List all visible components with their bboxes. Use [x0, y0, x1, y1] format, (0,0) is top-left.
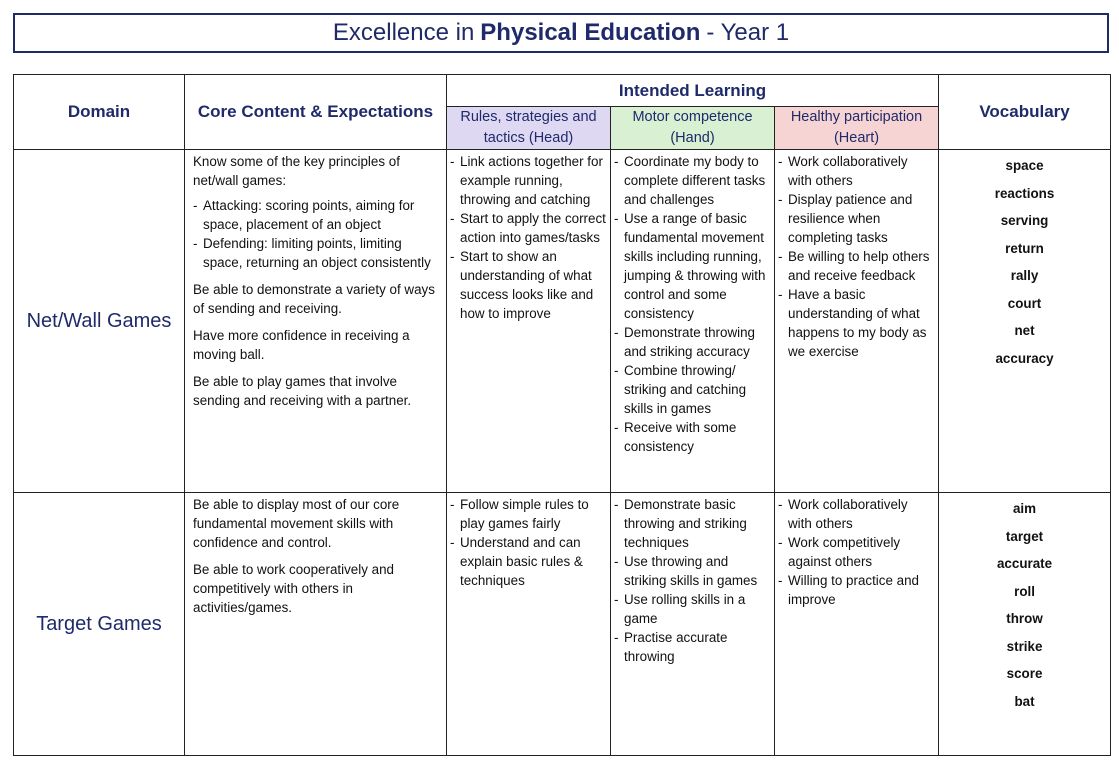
core-content-target: [185, 493, 447, 756]
core-bullets: [193, 196, 440, 272]
core-para: Have more confidence in receiving a moving ball.: [193, 328, 410, 362]
list-item: - Start to show an understanding of what success looks like and how to improve: [450, 247, 606, 323]
domain-target: Target Games: [14, 493, 185, 756]
list-item: - Use throwing and striking skills in games: [614, 552, 770, 590]
vocab-word: roll: [1014, 583, 1035, 599]
list-item: - Defending: limiting points, limiting space, returning an object consistently: [193, 234, 440, 272]
head-net-wall: [447, 150, 611, 493]
list-item: - Demonstrate throwing and striking accuracy: [614, 323, 770, 361]
list-item: - Use rolling skills in a game: [614, 590, 770, 628]
vocab-word: score: [1006, 666, 1043, 681]
header-vocabulary: Vocabulary: [939, 75, 1111, 150]
vocab-word: accurate: [996, 556, 1053, 571]
curriculum-table: [13, 74, 1111, 756]
vocab-word: throw: [1006, 611, 1043, 626]
vocab-word: net: [1014, 323, 1035, 338]
domain-net-wall: Net/Wall Games: [14, 150, 185, 493]
list-item: - Link actions together for example running, throwing and catching: [450, 152, 606, 209]
list-item: - Willing to practice and improve: [778, 571, 934, 609]
vocab-net-wall: [939, 150, 1111, 493]
vocab-word: accuracy: [995, 350, 1054, 366]
vocab-word: bat: [1014, 693, 1035, 709]
vocab-word: serving: [1000, 213, 1049, 228]
hand-target: [611, 493, 775, 756]
hand-net-wall: [611, 150, 775, 493]
list-item: - Display patience and resilience when completing tasks: [778, 190, 934, 247]
list-item: - Combine throwing/ striking and catching skills in games: [614, 361, 770, 418]
heart-net-wall: [775, 150, 939, 493]
vocab-word: reactions: [994, 185, 1055, 201]
vocab-target: [939, 493, 1111, 756]
title-pre: Excellence in: [332, 19, 475, 46]
table-row: [14, 150, 1111, 493]
vocab-word: return: [1005, 240, 1044, 256]
core-para: Be able to play games that involve sending and receiving with a partner.: [193, 374, 412, 408]
table-row: [14, 493, 1111, 756]
header-intended-learning: Intended Learning: [447, 75, 939, 107]
header-core: Core Content & Expectations: [185, 75, 447, 150]
list-item: - Coordinate my body to complete different tasks and challenges: [614, 152, 770, 209]
heart-target: [775, 493, 939, 756]
list-item: - Practise accurate throwing: [614, 628, 770, 666]
header-head: Rules, strategies and tactics (Head): [447, 107, 611, 150]
list-item: - Work competitively against others: [778, 533, 934, 571]
title-bold: Physical Education: [480, 19, 701, 46]
list-item: - Have a basic understanding of what happens to my body as we exercise: [778, 285, 934, 361]
list-item: - Work collaboratively with others: [778, 495, 934, 533]
list-item: - Understand and can explain basic rules & techniques: [450, 533, 606, 590]
vocab-word: space: [1005, 158, 1044, 173]
core-para: Be able to display most of our core fundamental movement skills with confidence and control.: [193, 497, 400, 550]
header-domain: Domain: [14, 75, 185, 150]
core-para: Be able to work cooperatively and competitively with others in activities/games.: [193, 562, 394, 615]
list-item: - Follow simple rules to play games fairly: [450, 495, 606, 533]
header-hand: Motor competence (Hand): [611, 107, 775, 150]
core-content-net-wall: [185, 150, 447, 493]
core-para: Be able to demonstrate a variety of ways of sending and receiving.: [193, 282, 435, 316]
header-heart: Healthy participation (Heart): [775, 107, 939, 150]
vocab-word: court: [1007, 295, 1042, 311]
list-item: - Receive with some consistency: [614, 418, 770, 456]
vocab-word: strike: [1006, 638, 1043, 654]
vocab-word: rally: [1010, 268, 1039, 283]
list-item: - Work collaboratively with others: [778, 152, 934, 190]
list-item: - Demonstrate basic throwing and striking techniques: [614, 495, 770, 552]
page-title: [13, 13, 1109, 53]
vocab-word: target: [1005, 528, 1044, 544]
vocab-word: aim: [1012, 501, 1037, 516]
title-post: - Year 1: [706, 19, 790, 46]
list-item: - Attacking: scoring points, aiming for space, placement of an object: [193, 196, 440, 234]
head-target: [447, 493, 611, 756]
list-item: - Be willing to help others and receive feedback: [778, 247, 934, 285]
list-item: - Use a range of basic fundamental movement skills including running, jumping & throwing with control and some consistency: [614, 209, 770, 323]
core-intro: Know some of the key principles of net/wall games:: [193, 154, 400, 188]
list-item: - Start to apply the correct action into games/tasks: [450, 209, 606, 247]
